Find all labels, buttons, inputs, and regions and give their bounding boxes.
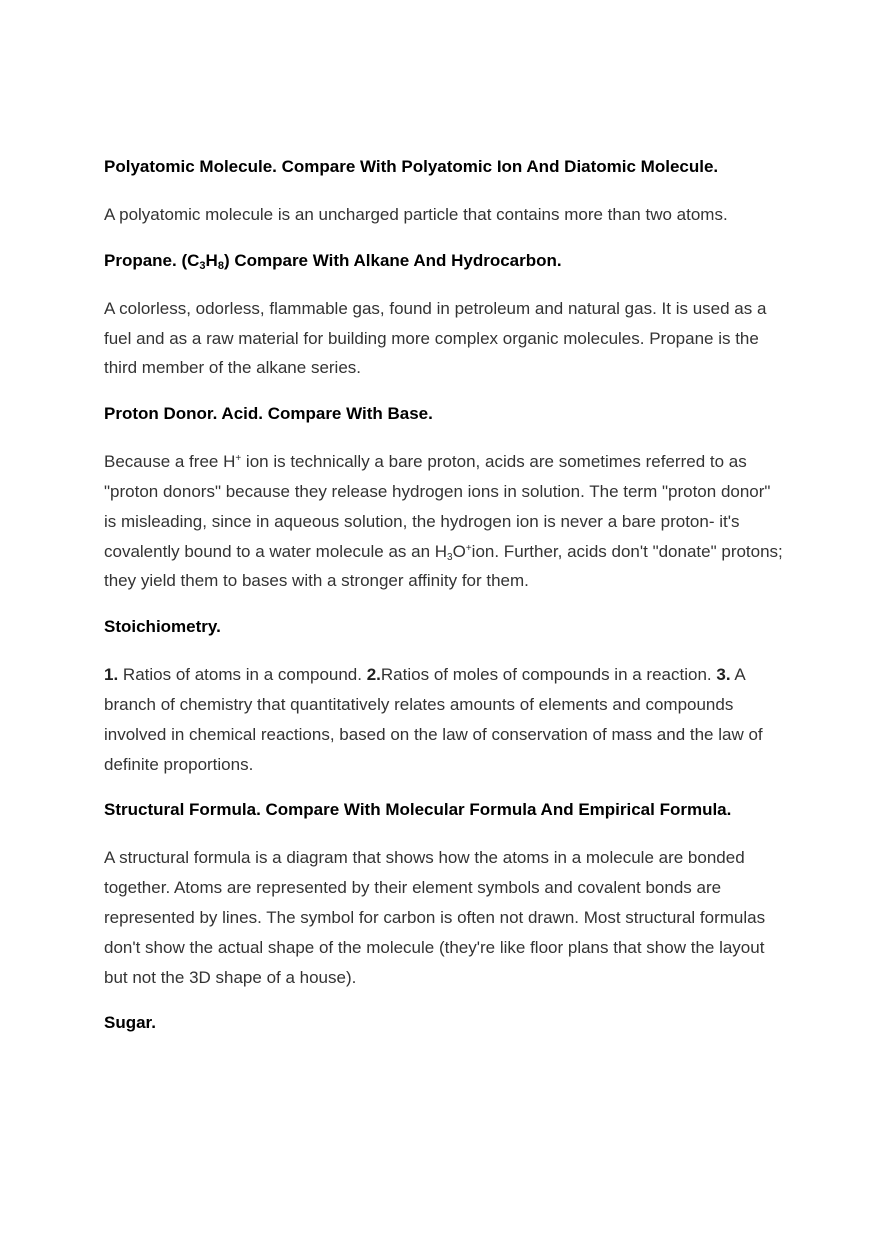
heading-proton-donor: Proton Donor. Acid. Compare With Base. <box>104 404 433 424</box>
proton-text-4: ion. Further, acids don't "donate" protons; they yield them to bases with a stronger affinity for them. <box>104 541 783 591</box>
heading-propane-suffix: ) Compare With Alkane And Hydrocarbon. <box>223 250 562 270</box>
paragraph-proton-donor <box>104 447 784 596</box>
superscript-plus-1: + <box>235 453 242 465</box>
document-page <box>104 153 784 1056</box>
heading-sugar: Sugar. <box>104 1013 156 1033</box>
superscript-plus-2: + <box>465 542 472 554</box>
stoich-text-1: Ratios of atoms in a compound. <box>118 665 367 685</box>
heading-propane <box>104 247 784 275</box>
paragraph-polyatomic-molecule: A polyatomic molecule is an uncharged particle that contains more than two atoms. <box>104 205 728 224</box>
subscript-8: 8 <box>217 259 224 272</box>
subscript-3-water: 3 <box>447 551 453 563</box>
list-number-1: 1. <box>104 665 119 685</box>
paragraph-stoichiometry <box>104 660 784 779</box>
proton-text-2: ion is technically a bare proton, acids are sometimes referred to as "proton donors" because they release hydrogen ions in solution. The term "proton donor" is misleading, since in aqueous solution, the hydrogen ion is never a bare proton- it's covalently bound to a water molecule as an H <box>104 452 771 561</box>
proton-text-1: Because a free H <box>104 452 236 472</box>
subscript-3: 3 <box>199 259 206 272</box>
heading-propane-mid: H <box>205 250 218 270</box>
stoich-text-2: Ratios of moles of compounds in a reaction. <box>380 665 717 685</box>
heading-polyatomic-molecule: Polyatomic Molecule. Compare With Polyatomic Ion And Diatomic Molecule. <box>104 157 719 176</box>
heading-propane-prefix: Propane. (C <box>104 250 200 270</box>
stoich-text-3: A branch of chemistry that quantitatively relates amounts of elements and compounds involved in chemical reactions, based on the law of conservation of mass and the law of definite proportions. <box>104 665 763 774</box>
proton-text-3: O <box>452 541 466 561</box>
heading-stoichiometry: Stoichiometry. <box>104 617 221 637</box>
heading-structural-formula: Structural Formula. Compare With Molecular Formula And Empirical Formula. <box>104 800 732 820</box>
list-number-2: 2. <box>366 665 381 685</box>
list-number-3: 3. <box>716 665 731 685</box>
paragraph-structural-formula: A structural formula is a diagram that shows how the atoms in a molecule are bonded together. Atoms are represented by their element symbols and covalent bonds are represented by lines. The symbol for carbon is often not drawn. Most structural formulas don't show the actual shape of the molecule (they're like floor plans that show the layout but not the 3D shape of a house). <box>104 848 766 987</box>
paragraph-propane: A colorless, odorless, flammable gas, found in petroleum and natural gas. It is used as a fuel and as a raw material for building more complex organic molecules. Propane is the third member of the alkane series. <box>104 298 767 378</box>
